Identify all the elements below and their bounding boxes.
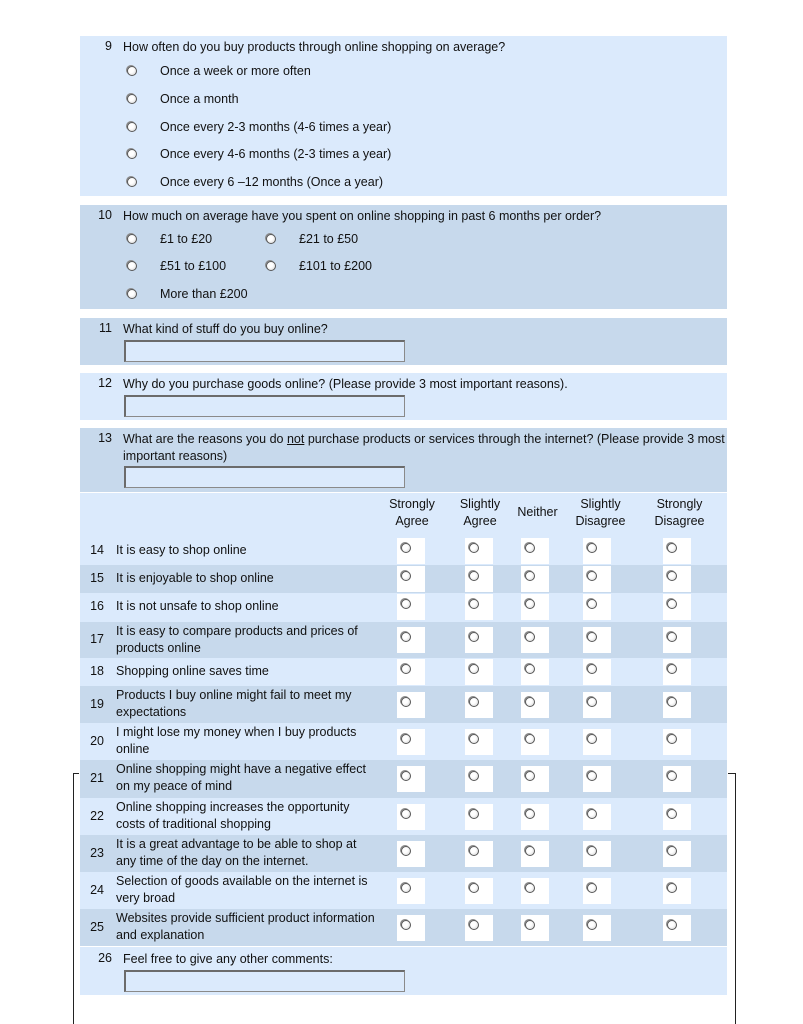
radio-button[interactable] (469, 809, 479, 819)
radio-button[interactable] (667, 664, 677, 674)
option-label: Once a week or more often (160, 64, 311, 78)
scale-cell-25-5[interactable] (663, 915, 691, 941)
statement-text: Products I buy online might fail to meet my expectations (116, 688, 352, 719)
scale-cell-22-2[interactable] (465, 804, 493, 830)
option-label: £21 to £50 (299, 232, 359, 246)
radio-button[interactable] (401, 920, 411, 930)
scale-cell-22-4[interactable] (583, 804, 611, 830)
scale-row-23 (80, 835, 727, 872)
header-neither: Neither (517, 505, 558, 519)
scale-cell-22-1[interactable] (397, 804, 425, 830)
question-number: 17 (90, 632, 104, 646)
scale-cell-17-1[interactable] (397, 627, 425, 653)
question-number: 11 (99, 321, 112, 335)
scale-cell-22-5[interactable] (663, 804, 691, 830)
option-label: Once every 2-3 months (4-6 times a year) (160, 120, 392, 134)
scale-cell-25-1[interactable] (397, 915, 425, 941)
radio-button[interactable] (667, 599, 677, 609)
scale-cell-25-2[interactable] (465, 915, 493, 941)
radio-button[interactable] (127, 234, 137, 244)
scale-cell-21-5[interactable] (663, 766, 691, 792)
scale-row-19 (80, 686, 727, 723)
header-strongly-disagree: Strongly Disagree (654, 497, 705, 528)
answer-textbox[interactable] (124, 340, 405, 362)
question-number: 22 (90, 809, 104, 823)
question-number: 25 (90, 920, 104, 934)
scale-cell-18-2[interactable] (465, 659, 493, 685)
question-text-part: purchase products or services through the internet? (Please provide 3 most important reasons) (123, 432, 725, 463)
scale-cell-23-2[interactable] (465, 841, 493, 867)
question-text-emphasis: not (286, 432, 305, 446)
statement-text: Online shopping might have a negative effect on my peace of mind (116, 762, 366, 793)
scale-row-20 (80, 723, 727, 760)
statement-text: Websites provide sufficient product information and explanation (116, 911, 375, 942)
scale-cell-17-3[interactable] (521, 627, 549, 653)
statement-text: It is easy to shop online (116, 543, 247, 557)
radio-button[interactable] (469, 632, 479, 642)
option-label: £51 to £100 (160, 259, 227, 273)
scale-cell-20-4[interactable] (583, 729, 611, 755)
radio-button[interactable] (525, 599, 535, 609)
radio-button[interactable] (667, 543, 677, 553)
scale-cell-18-4[interactable] (583, 659, 611, 685)
question-number: 23 (90, 846, 104, 860)
radio-button[interactable] (587, 846, 597, 856)
radio-button[interactable] (587, 809, 597, 819)
question-10 (80, 205, 727, 309)
scale-cell-20-2[interactable] (465, 729, 493, 755)
radio-button[interactable] (469, 771, 479, 781)
radio-button[interactable] (525, 543, 535, 553)
radio-button[interactable] (127, 289, 137, 299)
radio-button[interactable] (401, 771, 411, 781)
statement-text: Online shopping increases the opportunity costs of traditional shopping (116, 800, 350, 831)
scale-cell-21-3[interactable] (521, 766, 549, 792)
radio-button[interactable] (469, 883, 479, 893)
radio-button[interactable] (525, 809, 535, 819)
scale-cell-18-3[interactable] (521, 659, 549, 685)
radio-button[interactable] (469, 664, 479, 674)
radio-button[interactable] (587, 599, 597, 609)
radio-button[interactable] (525, 771, 535, 781)
radio-button[interactable] (401, 664, 411, 674)
radio-button[interactable] (127, 94, 137, 104)
option-label: £101 to £200 (299, 259, 372, 273)
scale-cell-23-5[interactable] (663, 841, 691, 867)
scale-cell-19-2[interactable] (465, 692, 493, 718)
statement-text: It is enjoyable to shop online (116, 571, 274, 585)
radio-button[interactable] (469, 697, 479, 707)
radio-button[interactable] (469, 599, 479, 609)
question-number: 24 (90, 883, 104, 897)
scale-cell-25-3[interactable] (521, 915, 549, 941)
radio-button[interactable] (587, 734, 597, 744)
scale-cell-16-2[interactable] (465, 594, 493, 620)
radio-button[interactable] (525, 571, 535, 581)
option-label: Once every 6 –12 months (Once a year) (160, 175, 384, 189)
radio-button[interactable] (587, 771, 597, 781)
scale-cell-17-5[interactable] (663, 627, 691, 653)
question-9 (80, 36, 727, 196)
radio-button[interactable] (401, 543, 411, 553)
question-number: 10 (98, 208, 112, 222)
scale-cell-23-3[interactable] (521, 841, 549, 867)
radio-button[interactable] (469, 734, 479, 744)
scale-row-15 (80, 565, 727, 593)
scale-cell-23-1[interactable] (397, 841, 425, 867)
radio-button[interactable] (525, 734, 535, 744)
radio-button[interactable] (401, 809, 411, 819)
radio-button[interactable] (667, 771, 677, 781)
header-slightly-agree: Slightly Agree (459, 497, 501, 528)
radio-button[interactable] (401, 571, 411, 581)
question-text (123, 431, 725, 465)
statement-text: It is not unsafe to shop online (116, 599, 279, 613)
radio-button[interactable] (667, 920, 677, 930)
radio-button[interactable] (587, 883, 597, 893)
radio-button[interactable] (525, 883, 535, 893)
radio-button[interactable] (667, 734, 677, 744)
radio-button[interactable] (667, 883, 677, 893)
radio-button[interactable] (587, 632, 597, 642)
frame-right-line (735, 773, 736, 1024)
scale-cell-14-2[interactable] (465, 538, 493, 564)
radio-button[interactable] (401, 846, 411, 856)
question-26 (80, 947, 727, 995)
scale-row-14 (80, 537, 727, 565)
option-label: £1 to £20 (160, 232, 213, 246)
scale-cell-20-1[interactable] (397, 729, 425, 755)
scale-cell-24-2[interactable] (465, 878, 493, 904)
radio-button[interactable] (127, 122, 137, 132)
scale-cell-20-3[interactable] (521, 729, 549, 755)
radio-button[interactable] (401, 632, 411, 642)
question-number: 16 (90, 599, 104, 613)
option-label: Once every 4-6 months (2-3 times a year) (160, 147, 392, 161)
answer-textbox[interactable] (124, 395, 405, 417)
question-number: 9 (105, 39, 112, 53)
question-13 (80, 428, 727, 492)
scale-row-21 (80, 760, 727, 798)
scale-cell-24-1[interactable] (397, 878, 425, 904)
statement-text: It is easy to compare products and prices of products online (116, 624, 358, 655)
question-number: 26 (98, 951, 112, 965)
question-number: 14 (90, 543, 104, 557)
statement-text: I might lose my money when I buy products online (116, 725, 357, 756)
question-text: What kind of stuff do you buy online? (123, 322, 328, 336)
radio-button[interactable] (127, 177, 137, 187)
scale-row-17 (80, 622, 727, 658)
scale-cell-24-4[interactable] (583, 878, 611, 904)
scale-cell-16-5[interactable] (663, 594, 691, 620)
scale-cell-15-4[interactable] (583, 566, 611, 592)
question-number: 15 (90, 571, 104, 585)
question-number: 12 (98, 376, 112, 390)
question-number: 13 (98, 431, 112, 445)
radio-button[interactable] (667, 809, 677, 819)
scale-cell-14-1[interactable] (397, 538, 425, 564)
radio-button[interactable] (525, 697, 535, 707)
scale-cell-17-2[interactable] (465, 627, 493, 653)
scale-cell-15-3[interactable] (521, 566, 549, 592)
answer-textbox[interactable] (124, 466, 405, 488)
radio-button[interactable] (401, 599, 411, 609)
question-number: 21 (90, 771, 104, 785)
scale-cell-15-5[interactable] (663, 566, 691, 592)
scale-cell-14-3[interactable] (521, 538, 549, 564)
radio-button[interactable] (401, 883, 411, 893)
radio-button[interactable] (127, 149, 137, 159)
scale-row-22 (80, 798, 727, 835)
radio-button[interactable] (587, 543, 597, 553)
scale-cell-17-4[interactable] (583, 627, 611, 653)
scale-cell-25-4[interactable] (583, 915, 611, 941)
frame-left-line (73, 773, 74, 1024)
scale-cell-18-1[interactable] (397, 659, 425, 685)
question-text: How much on average have you spent on online shopping in past 6 months per order? (123, 209, 602, 223)
radio-button[interactable] (127, 66, 137, 76)
scale-row-25 (80, 909, 727, 946)
scale-cell-21-2[interactable] (465, 766, 493, 792)
scale-cell-24-5[interactable] (663, 878, 691, 904)
radio-button[interactable] (667, 571, 677, 581)
question-number: 19 (90, 697, 104, 711)
scale-cell-16-1[interactable] (397, 594, 425, 620)
statement-text: Selection of goods available on the internet is very broad (116, 874, 368, 905)
radio-button[interactable] (127, 261, 137, 271)
scale-cell-18-5[interactable] (663, 659, 691, 685)
option-label: Once a month (160, 92, 239, 106)
scale-cell-16-4[interactable] (583, 594, 611, 620)
scale-cell-15-2[interactable] (465, 566, 493, 592)
radio-button[interactable] (469, 543, 479, 553)
scale-cell-16-3[interactable] (521, 594, 549, 620)
option-label: More than £200 (160, 287, 248, 301)
scale-cell-21-1[interactable] (397, 766, 425, 792)
scale-cell-24-3[interactable] (521, 878, 549, 904)
scale-cell-21-4[interactable] (583, 766, 611, 792)
radio-button[interactable] (525, 846, 535, 856)
scale-cell-19-5[interactable] (663, 692, 691, 718)
radio-button[interactable] (587, 697, 597, 707)
answer-textbox[interactable] (124, 970, 405, 992)
radio-button[interactable] (587, 664, 597, 674)
question-text: Feel free to give any other comments: (123, 952, 333, 966)
radio-button[interactable] (525, 632, 535, 642)
radio-button[interactable] (469, 571, 479, 581)
scale-row-18 (80, 658, 727, 686)
radio-button[interactable] (525, 664, 535, 674)
radio-button[interactable] (469, 920, 479, 930)
radio-button[interactable] (266, 261, 276, 271)
scale-row-24 (80, 872, 727, 909)
scale-cell-19-3[interactable] (521, 692, 549, 718)
question-text-part: What are the reasons you do (123, 432, 287, 446)
question-number: 18 (90, 664, 104, 678)
question-11 (80, 318, 727, 365)
radio-button[interactable] (667, 632, 677, 642)
scale-cell-19-1[interactable] (397, 692, 425, 718)
scale-cell-23-4[interactable] (583, 841, 611, 867)
scale-cell-14-4[interactable] (583, 538, 611, 564)
radio-button[interactable] (587, 920, 597, 930)
radio-button[interactable] (667, 846, 677, 856)
radio-button[interactable] (401, 734, 411, 744)
scale-cell-20-5[interactable] (663, 729, 691, 755)
radio-button[interactable] (469, 846, 479, 856)
scale-row-16 (80, 593, 727, 621)
question-number: 20 (90, 734, 104, 748)
scale-cell-22-3[interactable] (521, 804, 549, 830)
radio-button[interactable] (667, 697, 677, 707)
question-text: How often do you buy products through online shopping on average? (123, 40, 506, 54)
radio-button[interactable] (401, 697, 411, 707)
statement-text: It is a great advantage to be able to shop at any time of the day on the internet. (116, 837, 357, 868)
radio-button[interactable] (587, 571, 597, 581)
scale-cell-14-5[interactable] (663, 538, 691, 564)
likert-scale (80, 493, 727, 940)
question-text: Why do you purchase goods online? (Please provide 3 most important reasons). (123, 377, 568, 391)
radio-button[interactable] (266, 234, 276, 244)
scale-cell-15-1[interactable] (397, 566, 425, 592)
radio-button[interactable] (525, 920, 535, 930)
header-strongly-agree: Strongly Agree (389, 497, 435, 528)
header-slightly-disagree: Slightly Disagree (575, 497, 626, 528)
statement-text: Shopping online saves time (116, 664, 269, 678)
scale-cell-19-4[interactable] (583, 692, 611, 718)
question-12 (80, 373, 727, 420)
